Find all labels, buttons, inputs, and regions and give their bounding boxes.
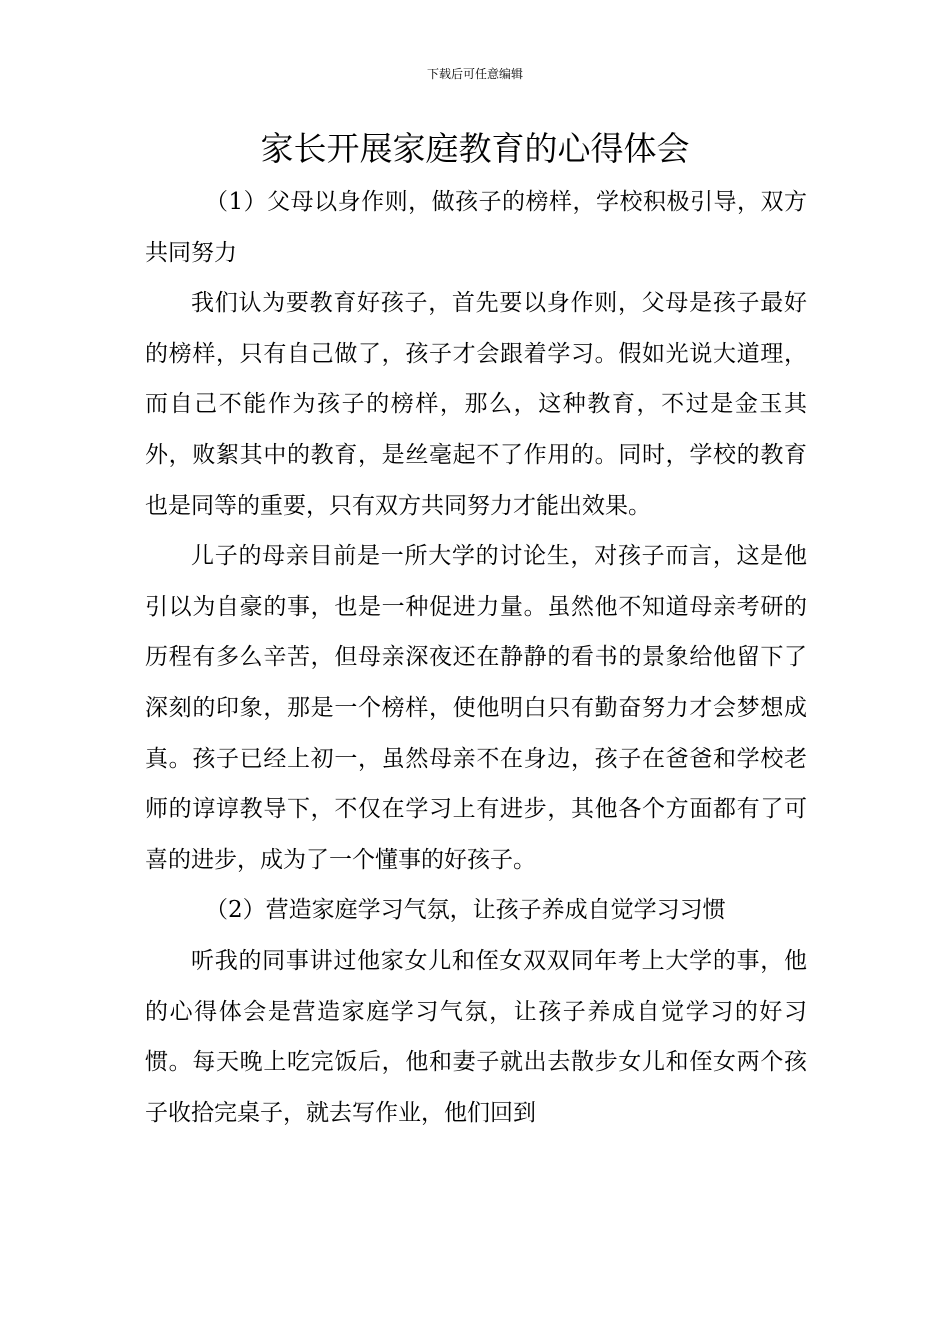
section-heading-1: （1）父母以身作则，做孩子的榜样，学校积极引导，双方共同努力 bbox=[145, 189, 807, 266]
section-heading-2: （2）营造家庭学习气氛，让孩子养成自觉学习习惯 bbox=[205, 897, 726, 924]
document-body bbox=[145, 177, 807, 1138]
header-note: 下载后可任意编辑 bbox=[426, 67, 523, 81]
document-title: 家长开展家庭教育的心得体会 bbox=[260, 129, 690, 168]
paragraph-3: 听我的同事讲过他家女儿和侄女双双同年考上大学的事，他的心得体会是营造家庭学习气氛，让孩子养成自觉学习的好习惯。每天晚上吃完饭后，他和妻子就出去散步女儿和侄女两个孩子收拾完桌子，就去写作业，他们回到 bbox=[145, 947, 807, 1126]
paragraph-1: 我们认为要教育好孩子，首先要以身作则，父母是孩子最好的榜样，只有自己做了，孩子才会跟着学习。假如光说大道理，而自己不能作为孩子的榜样，那么，这种教育，不过是金玉其外，败絮其中的教育，是丝毫起不了作用的。同时，学校的教育也是同等的重要，只有双方共同努力才能出效果。 bbox=[145, 290, 807, 519]
paragraph-2: 儿子的母亲目前是一所大学的讨论生，对孩子而言，这是他引以为自豪的事，也是一种促进力量。虽然他不知道母亲考研的历程有多么辛苦，但母亲深夜还在静静的看书的景象给他留下了深刻的印象，那是一个榜样，使他明白只有勤奋努力才会梦想成真。孩子已经上初一，虽然母亲不在身边，孩子在爸爸和学校老师的谆谆教导下，不仅在学习上有进步，其他各个方面都有了可喜的进步，成为了一个懂事的好孩子。 bbox=[145, 543, 807, 873]
